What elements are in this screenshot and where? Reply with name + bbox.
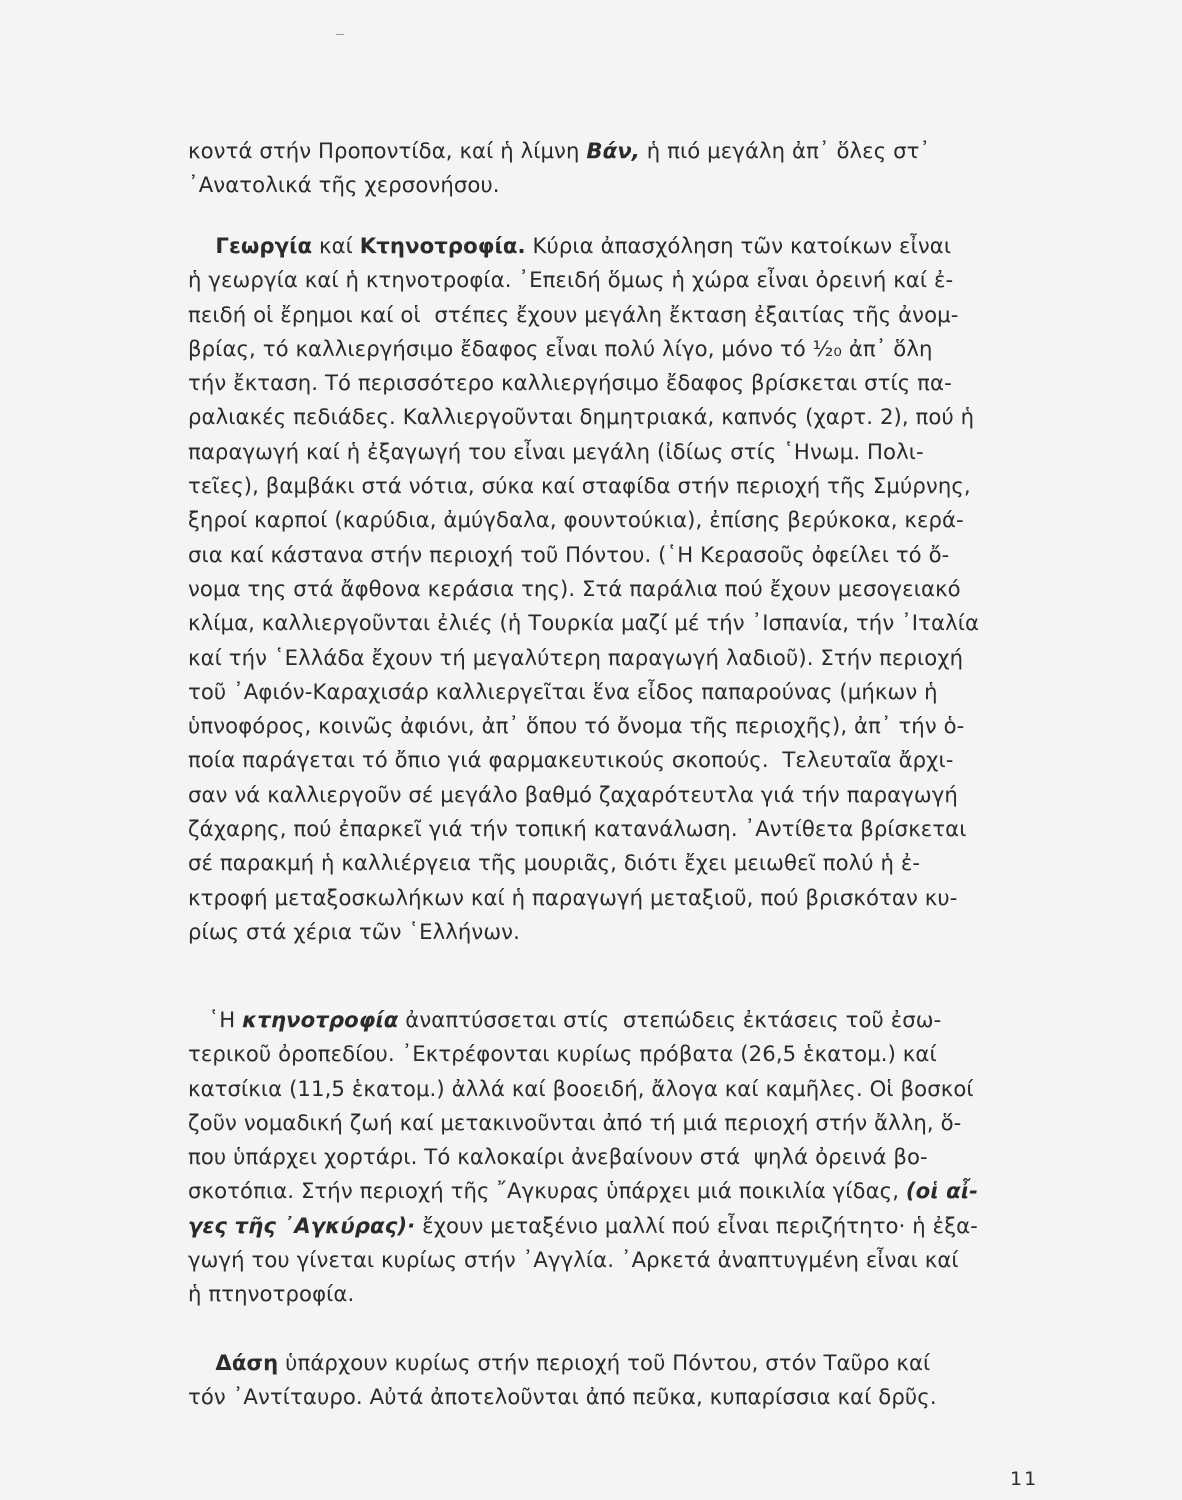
text-run: κοντά στήν Προποντίδα, καί ἡ λίμνη: [188, 138, 587, 163]
emphasized-term: κτηνοτροφία: [242, 1007, 399, 1032]
text-run: σκοτόπια. Στήν περιοχή τῆς ῎Αγκυρας ὑπάρχει μιά ποικιλία γίδας,: [188, 1178, 906, 1204]
text-run: κλίμα, καλλιεργοῦνται ἐλιές (ἡ Τουρκία μαζί μέ τήν ᾿Ισπανία, τήν ᾿Ιταλία: [188, 610, 980, 636]
text-run: ποία παράγεται τό ὄπιο γιά φαρμακευτικούς σκοπούς. Τελευταῖα ἄρχι-: [188, 747, 954, 773]
text-run: παραγωγή καί ἡ ἐξαγωγή του εἶναι μεγάλη (ἰδίως στίς ῾Ηνωμ. Πολι-: [188, 438, 924, 464]
text-run: ἡ γεωργία καί ἡ κτηνοτροφία. ᾿Επειδή ὅμως ἡ χώρα εἶναι ὀρεινή καί ἐ-: [188, 267, 954, 293]
text-line: [188, 503, 1044, 537]
text-run: Κύρια ἀπασχόληση τῶν κατοίκων εἶναι: [525, 233, 952, 258]
text-line: [188, 812, 1044, 846]
text-line: [188, 1174, 1044, 1208]
text-line: [188, 1277, 1044, 1311]
text-run: ὑπνοφόρος, κοινῶς ἀφιόνι, ἀπ᾿ ὅπου τό ὄνομα τῆς περιοχῆς), ἀπ᾿ τήν ὁ-: [188, 713, 965, 739]
text-line: [188, 1072, 1044, 1106]
text-line: [188, 538, 1044, 572]
text-run: που ὑπάρχει χορτάρι. Τό καλοκαίρι ἀνεβαίνουν στά ψηλά ὀρεινά βο-: [188, 1144, 928, 1170]
emphasized-term: (οἱ αἶ-: [905, 1178, 979, 1204]
text-run: καί τήν ῾Ελλάδα ἔχουν τή μεγαλύτερη παραγωγή λαδιοῦ). Στήν περιοχή: [188, 644, 964, 670]
text-line: [188, 469, 1044, 503]
emphasized-term: Κτηνοτροφία.: [359, 233, 526, 258]
text-run: κατσίκια (11,5 ἑκατομ.) ἀλλά καί βοοειδή, ἄλογα καί καμῆλες. Οἱ βοσκοί: [188, 1075, 974, 1101]
text-line: [188, 709, 1044, 743]
text-run: πειδή οἱ ἔρημοι καί οἱ στέπες ἔχουν μεγάλη ἔκταση ἐξαιτίας τῆς ἀνομ-: [188, 301, 959, 327]
text-line: [188, 332, 1044, 366]
text-run: ᾿Ανατολικά τῆς χερσονήσου.: [188, 172, 500, 198]
text-run: τοῦ ᾿Αφιόν-Καραχισάρ καλλιεργεῖται ἕνα εἶδος παπαρούνας (μήκων ἡ: [188, 678, 938, 704]
text-run: σέ παρακμή ἡ καλλιέργεια τῆς μουριᾶς, διότι ἔχει μειωθεῖ πολύ ἡ ἐ-: [188, 850, 921, 876]
text-run: γωγή του γίνεται κυρίως στήν ᾿Αγγλία. ᾿Αρκετά ἀναπτυγμένη εἶναι καί: [188, 1247, 959, 1273]
text-line: [188, 778, 1044, 812]
emphasized-term: Δάση: [215, 1350, 279, 1375]
text-line: [188, 743, 1044, 777]
text-run: τερικοῦ ὀροπεδίου. ᾿Εκτρέφονται κυρίως πρόβατα (26,5 ἑκατομ.) καί: [188, 1041, 937, 1067]
text-line: [188, 675, 1044, 709]
text-run: τεῖες), βαμβάκι στά νότια, σύκα καί σταφίδα στήν περιοχή τῆς Σμύρνης,: [188, 473, 971, 499]
emphasized-term: Γεωργία: [215, 233, 313, 258]
text-run: ἀναπτύσσεται στίς στεπώδεις ἐκτάσεις τοῦ ἐσω-: [398, 1007, 942, 1032]
text-run: [188, 1350, 215, 1375]
text-run: ξηροί καρποί (καρύδια, ἀμύγδαλα, φουντούκια), ἐπίσης βερύκοκα, κερά-: [188, 507, 964, 533]
text-run: τόν ᾿Αντίταυρο. Αὐτά ἀποτελοῦνται ἀπό πεῦκα, κυπαρίσσια καί δρῦς.: [188, 1384, 937, 1410]
text-line: [188, 641, 1044, 675]
text-line: [188, 572, 1044, 606]
text-run: ὑπάρχουν κυρίως στήν περιοχή τοῦ Πόντου, στόν Ταῦρο καί: [278, 1350, 931, 1375]
text-run: ῾Η: [188, 1007, 243, 1032]
text-run: κτροφή μεταξοσκωλήκων καί ἡ παραγωγή μεταξιοῦ, πού βρισκόταν κυ-: [188, 884, 958, 910]
text-run: ἡ πτηνοτροφία.: [188, 1281, 355, 1307]
text-run: καί: [312, 233, 360, 258]
text-run: σαν νά καλλιεργοῦν σέ μεγάλο βαθμό ζαχαρότευτλα γιά τήν παραγωγή: [188, 781, 958, 807]
text-line: [188, 846, 1044, 880]
text-run: τήν ἔκταση. Τό περισσότερο καλλιεργήσιμο ἔδαφος βρίσκεται στίς πα-: [188, 370, 952, 396]
text-line: [188, 1106, 1044, 1140]
page-number: 11: [1010, 1468, 1039, 1490]
text-line: [188, 229, 1044, 263]
emphasized-term: γες τῆς ᾿Αγκύρας)·: [188, 1212, 416, 1238]
scan-mark: [336, 34, 344, 35]
text-line: [188, 298, 1044, 332]
text-line: [188, 1346, 1044, 1380]
text-line: [188, 366, 1044, 400]
text-line: [188, 915, 1044, 949]
text-run: ἡ πιό μεγάλη ἀπ᾿ ὅλες στ᾿: [639, 138, 931, 163]
text-line: [188, 1140, 1044, 1174]
text-line: [188, 1037, 1044, 1071]
text-line: [188, 1243, 1044, 1277]
text-line: [188, 881, 1044, 915]
text-run: ζάχαρης, πού ἐπαρκεῖ γιά τήν τοπική κατανάλωση. ᾿Αντίθετα βρίσκεται: [188, 816, 967, 842]
text-run: ραλιακές πεδιάδες. Καλλιεργοῦνται δημητριακά, καπνός (χαρτ. 2), πού ἡ: [188, 404, 975, 430]
paragraph-livestock: [188, 1003, 1044, 1312]
emphasized-term: Βάν,: [586, 138, 640, 163]
text-line: [188, 1209, 1044, 1243]
text-run: βρίας, τό καλλιεργήσιμο ἔδαφος εἶναι πολύ λίγο, μόνο τό ¹⁄₂₀ ἀπ᾿ ὅλη: [188, 335, 933, 361]
text-line: [188, 1380, 1044, 1414]
text-run: νομα της στά ἄφθονα κεράσια της). Στά παράλια πού ἔχουν μεσογειακό: [188, 575, 961, 601]
text-run: ἔχουν μεταξένιο μαλλί πού εἶναι περιζήτητο· ἡ ἐξα-: [415, 1212, 978, 1238]
text-run: ζοῦν νομαδική ζωή καί μετακινοῦνται ἀπό τή μιά περιοχή στήν ἄλλη, ὅ-: [188, 1109, 962, 1135]
text-line: [188, 168, 1044, 202]
text-run: ρίως στά χέρια τῶν ῾Ελλήνων.: [188, 918, 520, 944]
paragraph-intro: [188, 134, 1044, 203]
text-line: [188, 263, 1044, 297]
text-run: σια καί κάστανα στήν περιοχή τοῦ Πόντου. (῾Η Κερασοῦς ὀφείλει τό ὄ-: [188, 541, 950, 567]
text-run: [188, 233, 215, 258]
paragraph-agriculture: [188, 229, 1044, 949]
text-line: [188, 606, 1044, 640]
text-line: [188, 134, 1044, 168]
paragraph-forests: [188, 1346, 1044, 1415]
text-line: [188, 1003, 1044, 1037]
text-line: [188, 400, 1044, 434]
text-line: [188, 435, 1044, 469]
